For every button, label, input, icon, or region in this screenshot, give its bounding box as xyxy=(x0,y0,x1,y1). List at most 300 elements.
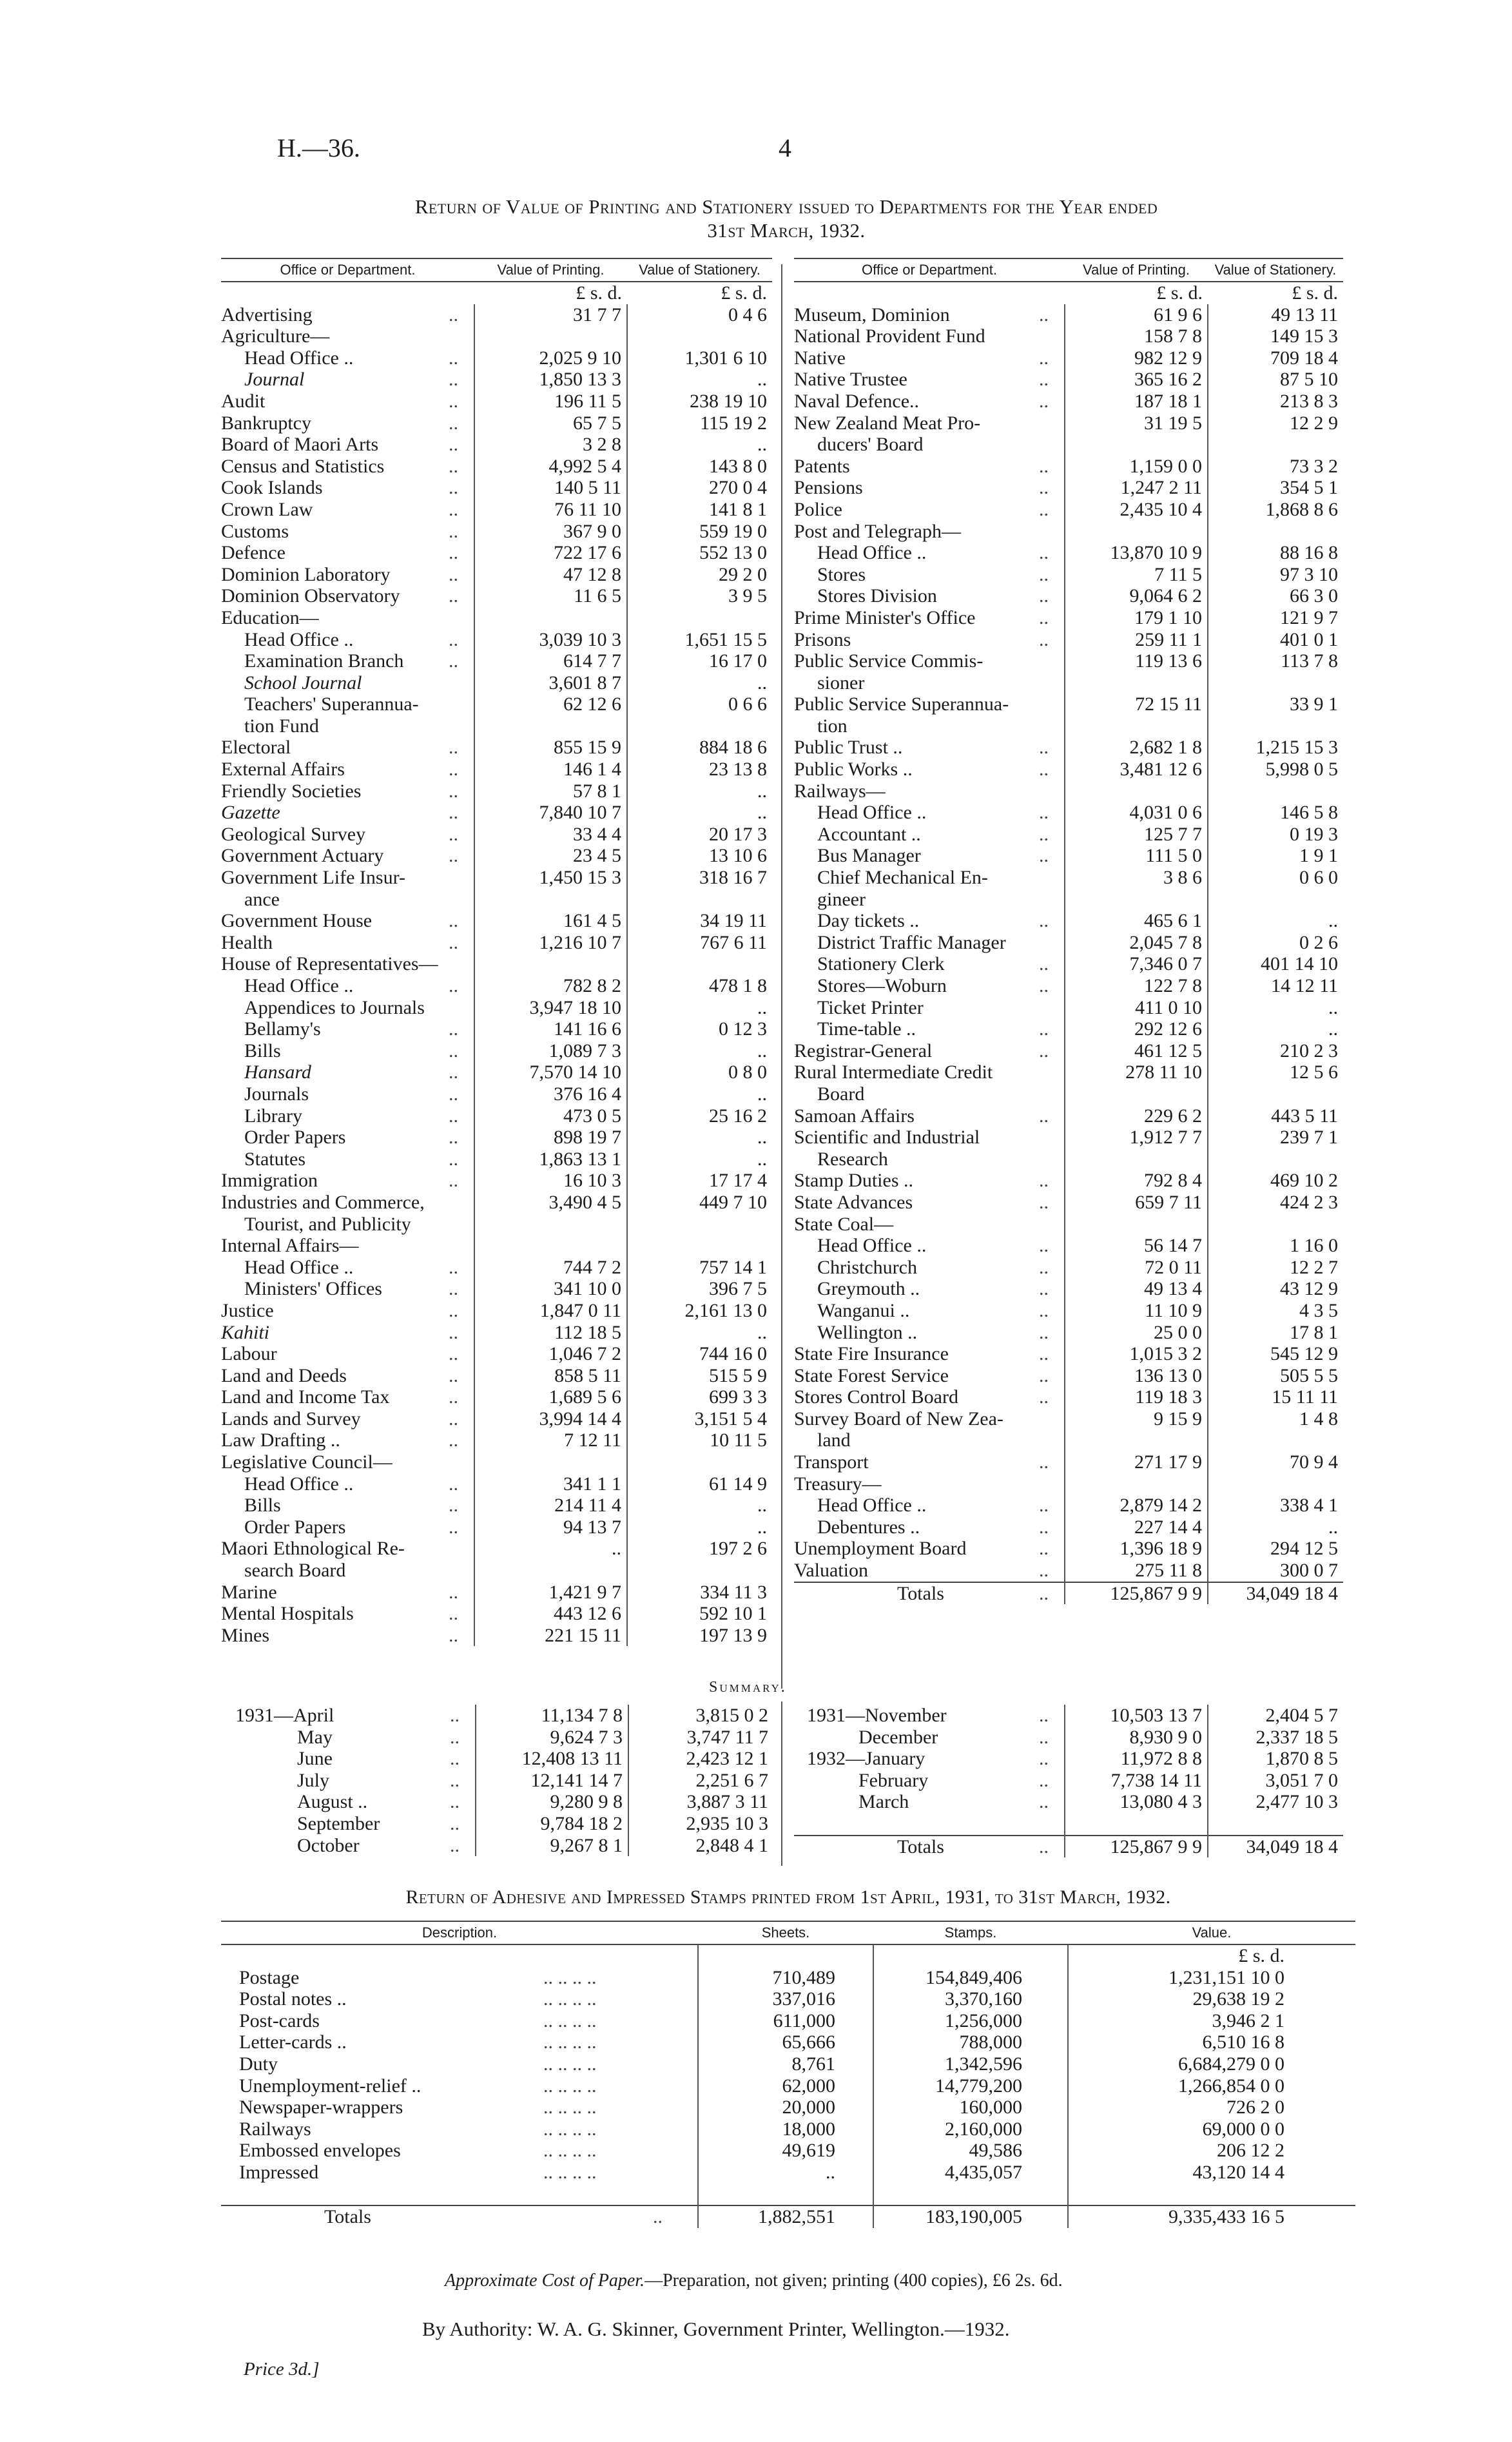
stationery-value: 478 1 8 xyxy=(627,975,772,997)
department-row xyxy=(794,802,1343,824)
stationery-value: 16 17 0 xyxy=(627,650,772,672)
printing-value: 3,039 10 3 xyxy=(474,629,627,651)
printing-value: 1,450 15 3 xyxy=(474,867,627,889)
stationery-value: .. xyxy=(627,434,772,456)
printing-value: 7,346 0 7 xyxy=(1065,953,1208,975)
department-row xyxy=(221,1582,772,1604)
department-name: Wellington .. xyxy=(817,1321,918,1343)
printing-value: 62 12 6 xyxy=(474,693,627,715)
stationery-value xyxy=(1208,672,1343,694)
printing-value xyxy=(474,1451,627,1473)
department-name: Stores Control Board xyxy=(794,1386,958,1408)
stamp-description: Postal notes .. xyxy=(239,1988,347,2010)
printing-value: 2,435 10 4 xyxy=(1065,499,1208,521)
leader-dots: .. xyxy=(1039,1726,1049,1748)
department-name: Hansard xyxy=(244,1061,311,1083)
leader-dots: .. xyxy=(1039,1364,1049,1386)
department-name: Mines xyxy=(221,1624,269,1646)
stationery-value: 338 4 1 xyxy=(1208,1495,1343,1517)
department-row xyxy=(794,1148,1343,1170)
stationery-value: .. xyxy=(1208,1018,1343,1040)
leader-dots xyxy=(449,693,474,715)
printing-value: 112 18 5 xyxy=(474,1322,627,1344)
stamps-totals-sheets: 1,882,551 xyxy=(698,2205,873,2228)
printing-value: 855 15 9 xyxy=(474,737,627,759)
printing-value: 7,570 14 10 xyxy=(474,1061,627,1083)
stationery-value: 210 2 3 xyxy=(1208,1040,1343,1062)
stamp-description: Postage xyxy=(239,1966,300,1988)
printing-value: 1,247 2 11 xyxy=(1065,477,1208,499)
printing-value: 3,994 14 4 xyxy=(474,1408,627,1430)
department-row xyxy=(221,867,772,889)
printing-value: 49 13 4 xyxy=(1065,1278,1208,1300)
summary-printing: 7,738 14 11 xyxy=(1065,1770,1208,1792)
printing-value: 744 7 2 xyxy=(474,1257,627,1279)
printing-value: 3,490 4 5 xyxy=(474,1192,627,1214)
summary-stationery: 2,477 10 3 xyxy=(1208,1791,1343,1813)
leader-dots: .. xyxy=(1039,1256,1049,1278)
leader-dots: .. xyxy=(449,1408,458,1429)
summary-stationery: 1,870 8 5 xyxy=(1208,1748,1343,1770)
leader-dots: .. xyxy=(1039,455,1049,477)
printing-value: 7 11 5 xyxy=(1065,564,1208,586)
stationery-value: .. xyxy=(1208,910,1343,932)
cost-text: —Preparation, not given; printing (400 copies), £6 2s. 6d. xyxy=(645,2271,1063,2291)
leader-dots: .. xyxy=(1039,737,1049,759)
printing-value: 94 13 7 xyxy=(474,1517,627,1538)
printing-value: 7,840 10 7 xyxy=(474,802,627,824)
printing-value xyxy=(474,1560,627,1582)
department-name: Marine xyxy=(221,1581,277,1603)
department-row xyxy=(221,780,772,802)
department-name: Government Life Insur- xyxy=(221,867,405,889)
stationery-value: 318 16 7 xyxy=(627,867,772,889)
stamps-table xyxy=(221,1921,1355,2228)
column-divider xyxy=(781,1701,782,1866)
department-name: Health xyxy=(221,931,273,953)
department-row xyxy=(221,1451,772,1473)
department-name: Public Service Superannua- xyxy=(794,693,1009,715)
department-row xyxy=(221,456,772,478)
printing-value: 111 5 0 xyxy=(1065,845,1208,867)
department-row xyxy=(221,889,772,911)
leader-dots: .. .. .. .. xyxy=(543,2140,597,2162)
leader-dots: .. xyxy=(1039,1018,1049,1040)
department-name: search Board xyxy=(244,1560,346,1582)
leader-dots xyxy=(449,953,474,975)
leader-dots: .. .. .. .. xyxy=(543,2010,597,2031)
summary-stationery: 3,887 3 11 xyxy=(628,1791,773,1813)
stationery-value: .. xyxy=(627,1148,772,1170)
stamp-description: Post-cards xyxy=(239,2010,320,2031)
right-department-table xyxy=(794,258,1343,1604)
department-row xyxy=(221,629,772,651)
leader-dots xyxy=(1039,521,1065,543)
leader-dots: .. xyxy=(1039,1560,1049,1582)
department-name: Head Office .. xyxy=(817,1235,927,1257)
department-name: Customs xyxy=(221,520,289,542)
leader-dots: .. xyxy=(1039,759,1049,780)
department-row xyxy=(794,1040,1343,1062)
leader-dots: .. .. .. .. xyxy=(543,2097,597,2118)
printing-value: 275 11 8 xyxy=(1065,1560,1208,1582)
leader-dots: .. .. .. .. xyxy=(543,2075,597,2097)
leader-dots: .. xyxy=(450,1769,460,1791)
department-row xyxy=(221,1300,772,1322)
department-row xyxy=(221,1517,772,1538)
printing-value: 4,031 0 6 xyxy=(1065,802,1208,824)
department-name: Board of Maori Arts xyxy=(221,434,379,456)
printing-value: 1,847 0 11 xyxy=(474,1300,627,1322)
department-row xyxy=(221,607,772,629)
printing-value: 443 12 6 xyxy=(474,1603,627,1625)
department-row xyxy=(794,521,1343,543)
department-row xyxy=(221,650,772,672)
department-name: Railways— xyxy=(794,780,886,802)
leader-dots: .. xyxy=(449,910,458,932)
leader-dots xyxy=(449,1192,474,1214)
department-name: Electoral xyxy=(221,737,291,759)
department-row xyxy=(794,542,1343,564)
stamp-row xyxy=(221,1967,1355,1989)
stationery-value xyxy=(627,1560,772,1582)
printing-value: 1,046 7 2 xyxy=(474,1343,627,1365)
department-name: Bills xyxy=(244,1495,281,1517)
department-name: Bus Manager xyxy=(817,845,921,867)
leader-dots: .. xyxy=(450,1812,460,1834)
printing-header: Value of Printing. xyxy=(474,258,627,282)
department-row xyxy=(794,1257,1343,1279)
stamps-totals-stamps: 183,190,005 xyxy=(873,2205,1068,2228)
stationery-value: 2,161 13 0 xyxy=(627,1300,772,1322)
department-name: Public Service Commis- xyxy=(794,650,984,672)
leader-dots: .. xyxy=(1039,1748,1049,1770)
department-name: Head Office .. xyxy=(244,347,354,369)
leader-dots xyxy=(449,997,474,1019)
leader-dots: .. xyxy=(449,520,458,542)
summary-stationery: 3,747 11 7 xyxy=(628,1727,773,1749)
printing-value: 365 16 2 xyxy=(1065,369,1208,391)
description-header: Description. xyxy=(221,1921,698,1944)
stationery-value: 97 3 10 xyxy=(1208,564,1343,586)
department-row xyxy=(794,910,1343,932)
summary-stationery: 3,051 7 0 xyxy=(1208,1770,1343,1792)
summary-left-table xyxy=(222,1705,773,1856)
stamp-description: Embossed envelopes xyxy=(239,2140,401,2162)
department-name: Time-table .. xyxy=(817,1018,916,1040)
leader-dots xyxy=(1039,434,1065,456)
leader-dots: .. xyxy=(450,1834,460,1856)
department-name: Statutes xyxy=(244,1148,305,1170)
printing-value: 2,025 9 10 xyxy=(474,347,627,369)
leader-dots xyxy=(1039,867,1065,889)
department-row xyxy=(221,759,772,780)
department-name: New Zealand Meat Pro- xyxy=(794,412,981,434)
printing-value: 125 7 7 xyxy=(1065,824,1208,846)
stationery-value xyxy=(1208,780,1343,802)
leader-dots xyxy=(1039,1148,1065,1170)
stationery-value: 270 0 4 xyxy=(627,477,772,499)
printing-value: 31 19 5 xyxy=(1065,412,1208,434)
department-row xyxy=(221,542,772,564)
leader-dots: .. xyxy=(1039,1386,1049,1408)
summary-stationery: 2,404 5 7 xyxy=(1208,1705,1343,1727)
department-name: Registrar-General xyxy=(794,1040,933,1061)
stationery-value: 0 6 0 xyxy=(1208,867,1343,889)
stationery-value: 443 5 11 xyxy=(1208,1105,1343,1127)
summary-row xyxy=(222,1770,773,1792)
leader-dots: .. xyxy=(449,1516,458,1538)
totals-label: Totals xyxy=(794,1582,1039,1605)
printing-value: 119 13 6 xyxy=(1065,650,1208,672)
stationery-value: .. xyxy=(627,997,772,1019)
stationery-value: 1,301 6 10 xyxy=(627,347,772,369)
printing-value: 146 1 4 xyxy=(474,759,627,780)
department-row xyxy=(794,1517,1343,1538)
summary-printing: 9,280 9 8 xyxy=(476,1791,628,1813)
stationery-value xyxy=(1208,715,1343,737)
stationery-value: 505 5 5 xyxy=(1208,1365,1343,1387)
department-name: Head Office .. xyxy=(244,975,354,996)
department-name: Gazette xyxy=(221,802,280,824)
stationery-value: 3,151 5 4 xyxy=(627,1408,772,1430)
leader-dots: .. xyxy=(543,2205,698,2228)
printing-value: 31 7 7 xyxy=(474,304,627,326)
stationery-value: 197 2 6 xyxy=(627,1538,772,1560)
department-row xyxy=(794,1105,1343,1127)
stationery-value xyxy=(1208,1214,1343,1236)
summary-row xyxy=(794,1705,1343,1727)
department-row xyxy=(794,629,1343,651)
leader-dots: .. xyxy=(449,1473,458,1495)
department-row xyxy=(794,889,1343,911)
stamps-header: Stamps. xyxy=(873,1921,1068,1944)
leader-dots: .. xyxy=(449,1148,458,1170)
department-row xyxy=(221,1386,772,1408)
department-row xyxy=(221,824,772,846)
department-name: land xyxy=(817,1429,851,1451)
stationery-value xyxy=(1208,434,1343,456)
stamp-count: 160,000 xyxy=(873,2097,1068,2118)
printing-value xyxy=(474,325,627,347)
printing-value: 1,216 10 7 xyxy=(474,932,627,954)
department-row xyxy=(794,867,1343,889)
stationery-value xyxy=(627,715,772,737)
leader-dots xyxy=(449,607,474,629)
totals-printing: 125,867 9 9 xyxy=(1065,1582,1208,1605)
printing-value: 187 18 1 xyxy=(1065,391,1208,412)
leader-dots: .. xyxy=(1039,1191,1049,1213)
stationery-value: 396 7 5 xyxy=(627,1278,772,1300)
department-name: Bankruptcy xyxy=(221,412,311,434)
leader-dots: .. xyxy=(449,802,458,824)
stationery-header: Value of Stationery. xyxy=(627,258,772,282)
department-row xyxy=(794,1061,1343,1083)
department-row xyxy=(794,780,1343,802)
department-row xyxy=(794,391,1343,412)
printing-value: 1,863 13 1 xyxy=(474,1148,627,1170)
printing-value: 367 9 0 xyxy=(474,521,627,543)
department-row xyxy=(794,1214,1343,1236)
leader-dots: .. xyxy=(449,1170,458,1192)
printing-value: 9 15 9 xyxy=(1065,1408,1208,1430)
department-name: Christchurch xyxy=(817,1256,917,1278)
lsd-units: £ s. d. xyxy=(721,282,767,304)
printing-value xyxy=(474,1214,627,1236)
department-row xyxy=(221,1278,772,1300)
leader-dots xyxy=(1039,650,1065,672)
stationery-value: .. xyxy=(627,1495,772,1517)
department-row xyxy=(794,1300,1343,1322)
department-name: School Journal xyxy=(244,672,362,693)
department-row xyxy=(794,1451,1343,1473)
department-row xyxy=(794,325,1343,347)
stationery-value: .. xyxy=(627,780,772,802)
printing-value: 1,689 5 6 xyxy=(474,1386,627,1408)
stamp-row xyxy=(221,2010,1355,2032)
stationery-value: 469 10 2 xyxy=(1208,1170,1343,1192)
department-row xyxy=(794,1429,1343,1451)
leader-dots: .. xyxy=(449,542,458,564)
stationery-value: 17 8 1 xyxy=(1208,1322,1343,1344)
leader-dots xyxy=(1039,672,1065,694)
printing-value xyxy=(474,953,627,975)
stationery-value: 87 5 10 xyxy=(1208,369,1343,391)
stamp-sheets: .. xyxy=(698,2162,873,2184)
summary-month: 1931—November xyxy=(807,1705,947,1726)
department-name: Maori Ethnological Re- xyxy=(221,1538,405,1560)
stamp-description: Duty xyxy=(239,2053,278,2075)
department-row xyxy=(221,304,772,326)
department-name: Head Office .. xyxy=(244,1256,354,1278)
department-name: Police xyxy=(794,498,842,520)
stationery-value: 10 11 5 xyxy=(627,1429,772,1451)
stationery-value: 709 18 4 xyxy=(1208,347,1343,369)
stamp-value: 69,000 0 0 xyxy=(1068,2118,1355,2140)
department-row xyxy=(794,1343,1343,1365)
department-row xyxy=(221,1495,772,1517)
department-name: ducers' Board xyxy=(817,434,924,456)
department-row xyxy=(794,1538,1343,1560)
department-row xyxy=(794,1127,1343,1148)
stationery-value: 757 14 1 xyxy=(627,1257,772,1279)
stamp-count: 49,586 xyxy=(873,2140,1068,2162)
department-row xyxy=(794,1170,1343,1192)
department-name: Dominion Observatory xyxy=(221,585,400,607)
department-name: Journals xyxy=(244,1083,309,1105)
stationery-value: 334 11 3 xyxy=(627,1582,772,1604)
department-name: Order Papers xyxy=(244,1127,346,1148)
stamp-value: 6,510 16 8 xyxy=(1068,2031,1355,2053)
stationery-value: 141 8 1 xyxy=(627,499,772,521)
stamp-description: Railways xyxy=(239,2118,311,2140)
leader-dots: .. xyxy=(1039,1516,1049,1538)
leader-dots: .. xyxy=(1039,369,1049,391)
department-row xyxy=(794,737,1343,759)
department-row xyxy=(221,1018,772,1040)
department-row xyxy=(221,672,772,694)
printing-value: 56 14 7 xyxy=(1065,1235,1208,1257)
stamp-value: 1,231,151 10 0 xyxy=(1068,1967,1355,1989)
department-name: Samoan Affairs xyxy=(794,1105,915,1127)
department-row xyxy=(221,521,772,543)
department-name: Debentures .. xyxy=(817,1516,920,1538)
leader-dots: .. .. .. .. xyxy=(543,2118,597,2140)
stationery-value: 12 5 6 xyxy=(1208,1061,1343,1083)
stationery-value: 20 17 3 xyxy=(627,824,772,846)
printing-value: 898 19 7 xyxy=(474,1127,627,1148)
department-row xyxy=(221,1365,772,1387)
summary-row xyxy=(222,1835,773,1857)
leader-dots: .. xyxy=(1039,910,1049,932)
stationery-value: 34 19 11 xyxy=(627,910,772,932)
department-name: External Affairs xyxy=(221,759,345,780)
summary-row xyxy=(794,1791,1343,1813)
department-row xyxy=(794,932,1343,954)
department-name: Immigration xyxy=(221,1170,318,1192)
stationery-value: .. xyxy=(627,802,772,824)
stationery-value: 515 5 9 xyxy=(627,1365,772,1387)
printing-value: 722 17 6 xyxy=(474,542,627,564)
summary-printing: 11,972 8 8 xyxy=(1065,1748,1208,1770)
leader-dots: .. xyxy=(1039,1299,1049,1321)
department-name: Friendly Societies xyxy=(221,780,362,802)
stationery-value xyxy=(627,953,772,975)
lsd-units: £ s. d. xyxy=(1068,1944,1355,1967)
leader-dots: .. xyxy=(1039,823,1049,845)
summary-month: May xyxy=(297,1726,333,1748)
leader-dots: .. xyxy=(449,1386,458,1408)
printing-value: 376 16 4 xyxy=(474,1083,627,1105)
stationery-value xyxy=(627,1214,772,1236)
stationery-value: 1,868 8 6 xyxy=(1208,499,1343,521)
leader-dots xyxy=(449,1214,474,1236)
department-name: Labour xyxy=(221,1343,277,1365)
printing-value xyxy=(1065,1214,1208,1236)
printing-value: 614 7 7 xyxy=(474,650,627,672)
department-row xyxy=(794,759,1343,780)
department-row xyxy=(221,1603,772,1625)
stamp-count: 1,256,000 xyxy=(873,2010,1068,2032)
printing-header: Value of Printing. xyxy=(1065,258,1208,282)
printing-value: 33 4 4 xyxy=(474,824,627,846)
printing-value: 179 1 10 xyxy=(1065,607,1208,629)
stationery-value: 29 2 0 xyxy=(627,564,772,586)
stationery-value: 0 4 6 xyxy=(627,304,772,326)
department-name: Kahiti xyxy=(221,1321,270,1343)
leader-dots: .. xyxy=(1039,975,1049,996)
printing-value: 341 1 1 xyxy=(474,1473,627,1495)
leader-dots: .. xyxy=(1039,1278,1049,1300)
stamp-row xyxy=(221,2075,1355,2097)
department-name: Accountant .. xyxy=(817,823,921,845)
department-row xyxy=(794,1322,1343,1344)
leader-dots: .. xyxy=(1039,390,1049,412)
stationery-value: 149 15 3 xyxy=(1208,325,1343,347)
stamp-sheets: 62,000 xyxy=(698,2075,873,2097)
department-row xyxy=(221,802,772,824)
department-name: Examination Branch xyxy=(244,650,404,672)
department-name: Justice xyxy=(221,1299,274,1321)
value-header: Value. xyxy=(1068,1921,1355,1944)
department-name: State Coal— xyxy=(794,1213,894,1235)
stationery-value: .. xyxy=(627,1517,772,1538)
leader-dots xyxy=(1039,715,1065,737)
stationery-value: 559 19 0 xyxy=(627,521,772,543)
stamp-value: 1,266,854 0 0 xyxy=(1068,2075,1355,2097)
stamp-count: 154,849,406 xyxy=(873,1967,1068,1989)
stationery-value: 143 8 0 xyxy=(627,456,772,478)
